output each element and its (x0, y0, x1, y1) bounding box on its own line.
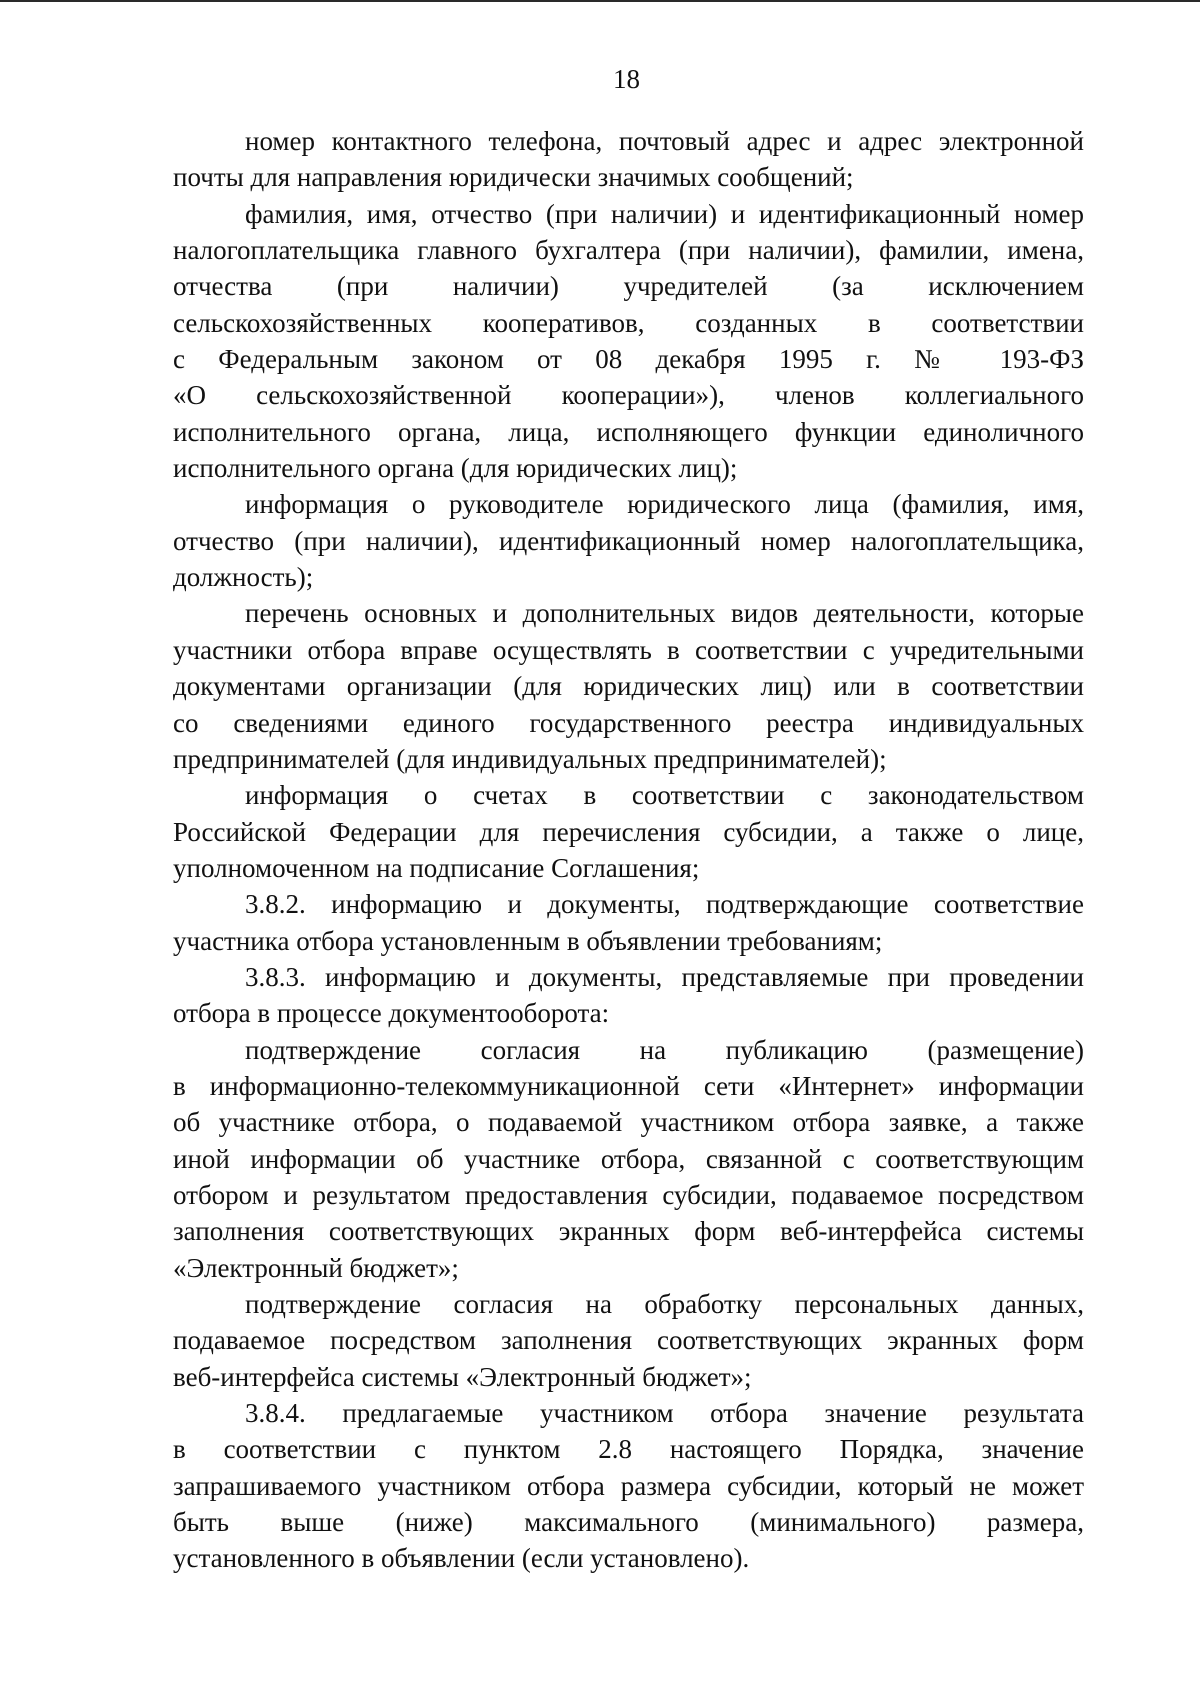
text-line: исполнительного органа, лица, исполняющего функции единоличного (173, 416, 1084, 447)
paragraph (173, 595, 1084, 777)
paragraph (173, 959, 1084, 1032)
text-line: подаваемое посредством заполнения соответствующих экранных форм (173, 1325, 1084, 1356)
text-line: 3.8.3. информацию и документы, представляемые при проведении (245, 961, 1084, 992)
text-line: Российской Федерации для перечисления субсидии, а также о лице, (173, 816, 1084, 847)
text-line: подтверждение согласия на обработку персональных данных, (245, 1289, 1084, 1319)
text-line: документами организации (для юридических лиц) или в соответствии (173, 671, 1084, 702)
text-line: об участнике отбора, о подаваемой участником отбора заявке, а также (173, 1107, 1084, 1138)
paragraph (173, 1286, 1084, 1395)
text-line: веб-интерфейса системы «Электронный бюджет»; (173, 1361, 752, 1392)
page-number: 18 (613, 64, 640, 94)
text-line: участники отбора вправе осуществлять в соответствии с учредительными (173, 634, 1084, 665)
text-line: налогоплательщика главного бухгалтера (при наличии), фамилии, имена, (173, 235, 1084, 266)
text-line: «Электронный бюджет»; (173, 1252, 459, 1283)
text-line: иной информации об участнике отбора, связанной с соответствующим (173, 1143, 1084, 1174)
paragraph (173, 486, 1084, 595)
text-line: со сведениями единого государственного реестра индивидуальных (173, 707, 1084, 738)
text-line: 3.8.4. предлагаемые участником отбора значение результата (245, 1398, 1084, 1429)
text-line: отчества (при наличии) учредителей (за исключением (173, 271, 1084, 302)
text-line: установленного в объявлении (если установлено). (173, 1543, 750, 1574)
document-body (173, 123, 1084, 1577)
text-line: отбором и результатом предоставления субсидии, подаваемое посредством (173, 1179, 1084, 1210)
text-line: с Федеральным законом от 08 декабря 1995 г. № 193-ФЗ (173, 344, 1084, 375)
text-line: отбора в процессе документооборота: (173, 998, 610, 1029)
text-line: 3.8.2. информацию и документы, подтверждающие соответствие (245, 889, 1084, 920)
text-line: информация о счетах в соответствии с законодательством (245, 780, 1084, 811)
paragraph (173, 1032, 1084, 1286)
text-line: быть выше (ниже) максимального (минимального) размера, (173, 1507, 1084, 1538)
text-line: перечень основных и дополнительных видов деятельности, которые (245, 598, 1084, 629)
text-line: подтверждение согласия на публикацию (размещение) (245, 1034, 1084, 1065)
text-line: сельскохозяйственных кооперативов, созданных в соответствии (173, 307, 1084, 338)
text-line: в информационно-телекоммуникационной сети «Интернет» информации (173, 1070, 1084, 1101)
text-line: фамилия, имя, отчество (при наличии) и идентификационный номер (245, 198, 1084, 229)
text-line: информация о руководителе юридического лица (фамилия, имя, (245, 489, 1084, 520)
paragraph (173, 196, 1084, 487)
text-line: заполнения соответствующих экранных форм веб-интерфейса системы (173, 1216, 1084, 1247)
paragraph (173, 123, 1084, 196)
text-line: в соответствии с пунктом 2.8 настоящего Порядка, значение (173, 1434, 1084, 1465)
text-line: номер контактного телефона, почтовый адрес и адрес электронной (245, 126, 1084, 156)
text-line: участника отбора установленным в объявлении требованиям; (173, 925, 883, 956)
text-line: должность); (173, 562, 314, 593)
paragraph (173, 1395, 1084, 1577)
text-line: отчество (при наличии), идентификационный номер налогоплательщика, (173, 525, 1084, 556)
text-line: почты для направления юридически значимых сообщений; (173, 162, 854, 193)
paragraph (173, 886, 1084, 959)
text-line: предпринимателей (для индивидуальных предпринимателей); (173, 743, 887, 774)
text-line: исполнительного органа (для юридических лиц); (173, 453, 738, 484)
text-line: запрашиваемого участником отбора размера субсидии, который не может (173, 1470, 1084, 1501)
text-line: уполномоченном на подписание Соглашения; (173, 852, 700, 883)
paragraph (173, 777, 1084, 886)
text-line: «О сельскохозяйственной кооперации»), членов коллегиального (173, 380, 1084, 411)
